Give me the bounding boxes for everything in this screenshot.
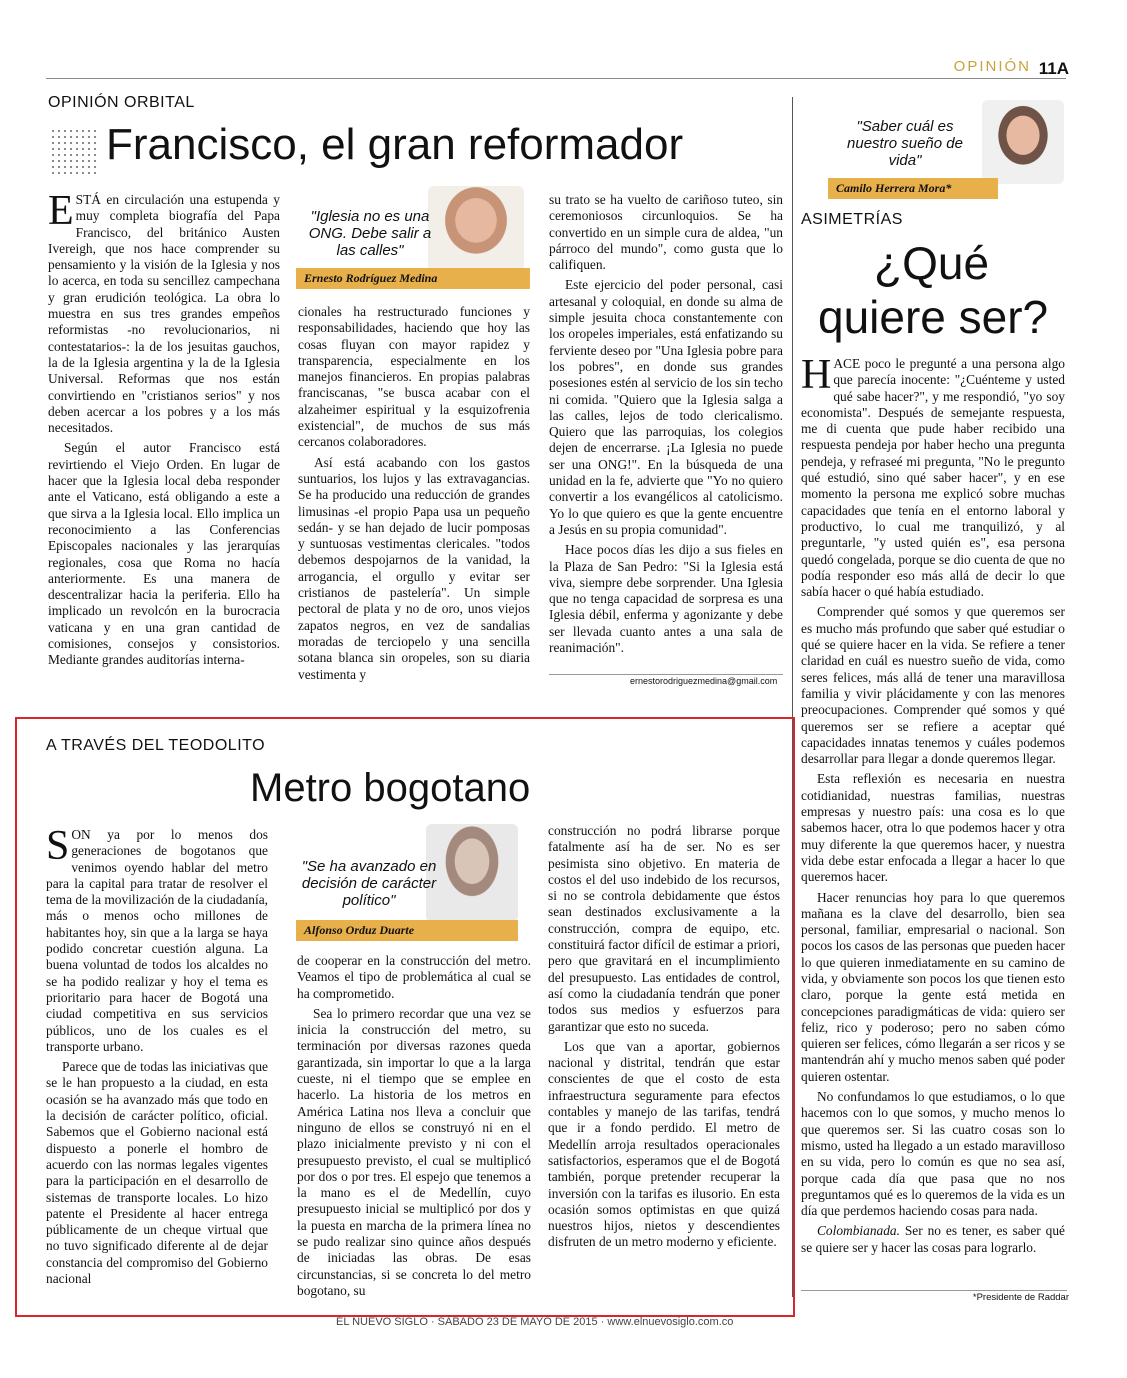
article3-headline-line1: ¿Qué [874, 237, 990, 289]
article3-section-label: ASIMETRÍAS [801, 211, 903, 228]
article3-author-photo [982, 100, 1064, 184]
article3-col [801, 352, 1066, 1256]
article2-headline: Metro bogotano [250, 766, 531, 810]
article1-col3-p2: Este ejercicio del poder personal, casi artesanal y coloquial, en donde su alma de simple jesuita choca constantemente con los oropeles imperiales, está enfatizando su ferviente deseo por "Una Iglesia pobre para los pobres", en donde sus grandes posesiones estén al servicio de los sin techo ni comida. "Quiero que la Iglesia salga a las calles, lejos de todo clericalismo. Quiero que las parroquias, los colegios dejen de encerrarse. ¡La Iglesia no puede ser una ONG!". En la búsqueda de una unidad en la fe, advierte que "Yo no quiero convertir a los evangélicos al catolicismo. Yo lo que quiero es que la gente encuentre a Jesús en su propia comunidad". [549, 277, 783, 537]
article3-dropcap: H [801, 352, 832, 398]
article3-p5: No confundamos lo que estudiamos, o lo que hacemos con lo que somos, y mucho menos lo que queremos ser. Si las cuatro cosas son lo mismo, usted ha llegado a un estado maravilloso en su vida, pero lo común es que no sea así, porque cada día que pasa que no nos preguntamos qué es lo queremos de la vida es un día que perdemos haciendo cosas para nada. [801, 1089, 1065, 1219]
article1-col3-p1: su trato se ha vuelto de cariñoso tuteo, sin ceremoniosos circunloquios. Se ha convertido en un simple cura de aldea, "un párroco del mundo", como gusta que lo califiquen. [549, 192, 783, 273]
article2-author: Alfonso Orduz Duarte [296, 920, 518, 941]
article1-col2 [298, 304, 530, 683]
masthead-rule [46, 78, 1066, 79]
article1-author-photo [428, 186, 524, 272]
article3-author: Camilo Herrera Mora* [828, 178, 998, 199]
article1-author: Ernesto Rodríguez Medina [296, 268, 530, 289]
article1-headline: Francisco, el gran reformador [106, 120, 684, 169]
article1-dots [50, 128, 100, 178]
article3-closing-text: Ser no es tener, es saber qué se quiere ser y hacer las cosas para lograrlo. [801, 1223, 1065, 1255]
masthead-section: OPINIÓN [953, 58, 1031, 75]
article2-col3-p2: Los que van a aportar, gobiernos nacional y distrital, tendrán que estar conscientes de que el costo de esta infraestructura seguramente para efectos contables y manejo de las tarifas, tendrá que ir a fondo perdido. El metro de Medellín arroja resultados operacionales satisfactorios, esperamos que el de Bogotá también, porque pretender recuperar la inversión con la tarifas es ilusorio. En esta ocasión somos optimistas en que quizá nuestros hijos, nietos y descendientes disfruten de un metro moderno y eficiente. [548, 1038, 780, 1250]
article2-col3 [548, 823, 780, 1251]
article1-col1 [48, 188, 280, 669]
article1-col2-p1: cionales ha restructurado funciones y responsabilidades, haciendo que hoy las cosas fluyan con mayor rapidez y transparencia, especialmente en los manejos financieros. En propias palabras franciscanas, "se busca acabar con el alzaheimer espiritual y la esquizofrenia existencial", de muchos de sus más cercanos colaboradores. [298, 304, 530, 450]
article3-footnote: *Presidente de Raddar [972, 1292, 1069, 1303]
article3-headline-line2: quiere ser? [818, 291, 1049, 343]
article2-section-label: A TRAVÉS DEL TEODOLITO [46, 737, 266, 754]
article2-col1-p1: SON ya por lo menos dos generaciones de bogotanos que venimos oyendo hablar del metro para la capital para tratar de resolver el tema de la movilización de la ciudadanía, más o menos ocho millones de habitantes hoy, sin que a la larga se haya podido concretar cuestión alguna. La buena voluntad de todos los alcaldes no se ha podido realizar y hoy el tema es prioritario para hacer de Bogotá una ciudad competitiva en sus servicios públicos, uno de los cuales es el transporte urbano. [46, 823, 268, 1054]
article3-p6 [801, 1223, 1065, 1256]
article1-email: ernestorodriguezmedina@gmail.com [630, 676, 778, 686]
article2-col2 [297, 953, 531, 1299]
article2-col2-p2: Sea lo primero recordar que una vez se inicia la construcción del metro, su terminación por diversas razones queda garantizada, sin importar lo que a la larga cueste, ni el tiempo que se emplee en hacerlo. La historia de los metros en América Latina nos lleva a concluir que ninguno de ellos se construyó ni en el plazo inicialmente previsto y ni con el presupuesto previsto, el cual se multiplicó por dos o por tres. El espejo que tenemos a la mano es el de Medellín, cuyo presupuesto inicial se multiplicó por dos y la puesta en marcha de la primera línea no se pudo realizar sino quince años después de iniciadas las obras. De esas circunstancias, si se concreta lo del metro bogotano, su [297, 1005, 531, 1298]
article2-col1-p2: Parece que de todas las iniciativas que se le han propuesto a la ciudad, en esta ocasión se ha avanzado más que todo en la decisión de carácter político, oficial. Sabemos que el Gobierno nacional está dispuesto a ponerle el hombro de acuerdo con las normas legales vigentes para la participación en el desarrollo de sistemas de transporte locales. Lo hizo patente el Presidente al hacer entrega públicamente de un cheque virtual que no tuvo significado diferente al de dejar constancia del compromiso del Gobierno nacional [46, 1059, 268, 1287]
article3-p1: HACE poco le pregunté a una persona algo que parecía inocente: "¿Cuénteme y usted qué sabe hacer?", y me respondió, "yo soy economista". Después de semejante respuesta, me di cuenta que pude haber recibido una respuesta pendeja por haber hecho una pregunta pendeja, y refraseé mi pregunta, "No le pregunto qué estudió, sino qué saber hacer", y en ese momento la persona me explicó sobre muchas capacidades que tenía en el entorno laboral y productivo, lo cual me tranquilizó, y al preguntarle, "y usted quién es", esa persona quedó congelada, porque se dio cuenta de que no podía responder eso más allá de decir lo que sabía hacer o qué había estudiado. [801, 352, 1065, 600]
article1-col1-p2: Según el autor Francisco está revirtiendo el Viejo Orden. En lugar de hacer que la Iglesia local deba responder ante el Vaticano, está obligando a este a que sirva a la Iglesia local. Ello implica un reconocimiento a las Conferencias Episcopales nacionales y las jerarquías regionales, cosa que Roma no hacía anteriormente. Es una manera de descentralizar hacia la periferia. Ello ha implicado un revolcón en la burocracia vaticana y en una gran cantidad de comisiones, consejos y consistorios. Mediante grandes auditorías interna- [48, 440, 280, 668]
article1-col3 [549, 192, 783, 656]
article1-col1-p1: ESTÁ en circulación una estupenda y muy completa biografía del Papa Francisco, del británico Austen Ivereigh, que nos hace comprender su pensamiento y la visión de la Iglesia y nos lo acerca, en toda su sencillez campechana y gran erudición teológica. La obra lo muestra en sus tres grandes empeños reformistas -no revolucionarios, ni contestatarios-: la de los jesuitas gauchos, la de la Iglesia argentina y la de la Iglesia Universal. Reformas que nos están convirtiendo en "cristianos serios" y nos deben acercar a los pobres y a los más necesitados. [48, 188, 280, 436]
article2-col3-p1: construcción no podrá librarse porque fatalmente así ha de ser. No es ser pesimista sino objetivo. En materia de costos el del uso indebido de los recursos, si no se controla debidamente que éstos sean destinados exclusivamente a la construcción, compra de equipo, etc. constituirá factor difícil de estimar a priori, pero que gravitará en el incumplimiento del presupuesto. Las entidades de control, así como la ciudadanía tendrán que poner todos sus medios y esfuerzos para garantizar que esto no suceda. [548, 823, 780, 1034]
masthead-page-number: 11A [1038, 59, 1069, 78]
article3-quote: "Saber cuál es nuestro sueño de vida" [847, 118, 963, 169]
article3-p4: Hacer renuncias hoy para lo que queremos mañana es la clave del desarrollo, bien sea personal, familiar, empresarial o nacional. Son pocos los casos de las personas que pueden hacer lo que quieren inmediatamente en su camino de vida, y obviamente son pocos los que tienen esto claro, porque la gente está metida en concepciones paradigmáticas de vida: quiero ser feliz, rico y poderoso; pero no saben cómo quieren ser felices, cómo llegarán a ser ricos y se mantendrán ahí y mucho menos saben qué poder quieren ostentar. [801, 889, 1066, 1084]
article1-section-label: OPINIÓN ORBITAL [48, 94, 195, 111]
article2-col1 [46, 823, 268, 1287]
article3-p2: Comprender qué somos y que queremos ser es mucho más profundo que saber qué estudiar o qué se quiere hacer en la vida. Se refiere a tener claridad en cuál es nuestro sueño de vida, como seres felices, más allá de tener una maravillosa familia y vivir plácidamente y con las menores preocupaciones. Comprender qué somos y qué queremos ser se refiere a aceptar qué capacidades innatas tenemos y cuáles podemos desarrollar para llegar a donde queremos llegar. [801, 604, 1065, 767]
article1-quote: "Iglesia no es una ONG. Debe salir a las calles" [308, 208, 432, 259]
article3-closing-italic: Colombianada. [817, 1223, 900, 1239]
article3-footnote-rule [801, 1290, 1067, 1291]
article3-p3: Esta reflexión es necesaria en nuestra cotidianidad, nuestras familias, nuestras empresas y nuestro país: una cosa es lo que sabemos hacer, otra lo que podemos hacer y otra muy diferente la que queremos hacer, y nuestra vida debe estar enfocada a llegar a hacer lo que queremos hacer. [801, 771, 1065, 885]
article1-dropcap: E [48, 188, 74, 234]
article1-col3-p3: Hace pocos días les dijo a sus fieles en la Plaza de San Pedro: "Si la Iglesia está viva, siempre debe sorprender. Una Iglesia que no tenga capacidad de sorpresa es una Iglesia débil, enferma y agonizante y debe ser llevada cuanto antes a una sala de reanimación". [549, 542, 783, 656]
top-cutoff-headline [140, 0, 1020, 4]
article1-quote-box [296, 182, 532, 290]
footer-line: EL NUEVO SIGLO · SÁBADO 23 DE MAYO DE 2015 · www.elnuevosiglo.com.co [336, 1316, 734, 1328]
article2-col2-p1: de cooperar en la construcción del metro. Veamos el tipo de problemática al cual se ha comprometido. [297, 953, 531, 1001]
article2-dropcap: S [46, 823, 70, 869]
article1-col2-p2: Así está acabando con los gastos suntuarios, los lujos y las extravagancias. Se ha producido una reducción de grandes limusinas -el propio Papa usa un pequeño sedán- y se han dejado de lucir pomposas y suntuosas vestimentas clericales. "todos debemos despojarnos de la vanidad, la arrogancia, el orgullo y evitar ser cristianos de pastelería". Un simple pectoral de plata y no de oro, unos viejos zapatos negros, en vez de sandalias moradas de terciopelo y una sencilla sotana blanca sin oropeles, son su diaria vestimenta y [298, 454, 530, 682]
article2-quote-box [296, 822, 522, 942]
article3-quote-box [804, 100, 1066, 200]
article1-email-rule [549, 674, 783, 675]
article2-quote: "Se ha avanzado en decisión de carácter político" [301, 858, 437, 909]
